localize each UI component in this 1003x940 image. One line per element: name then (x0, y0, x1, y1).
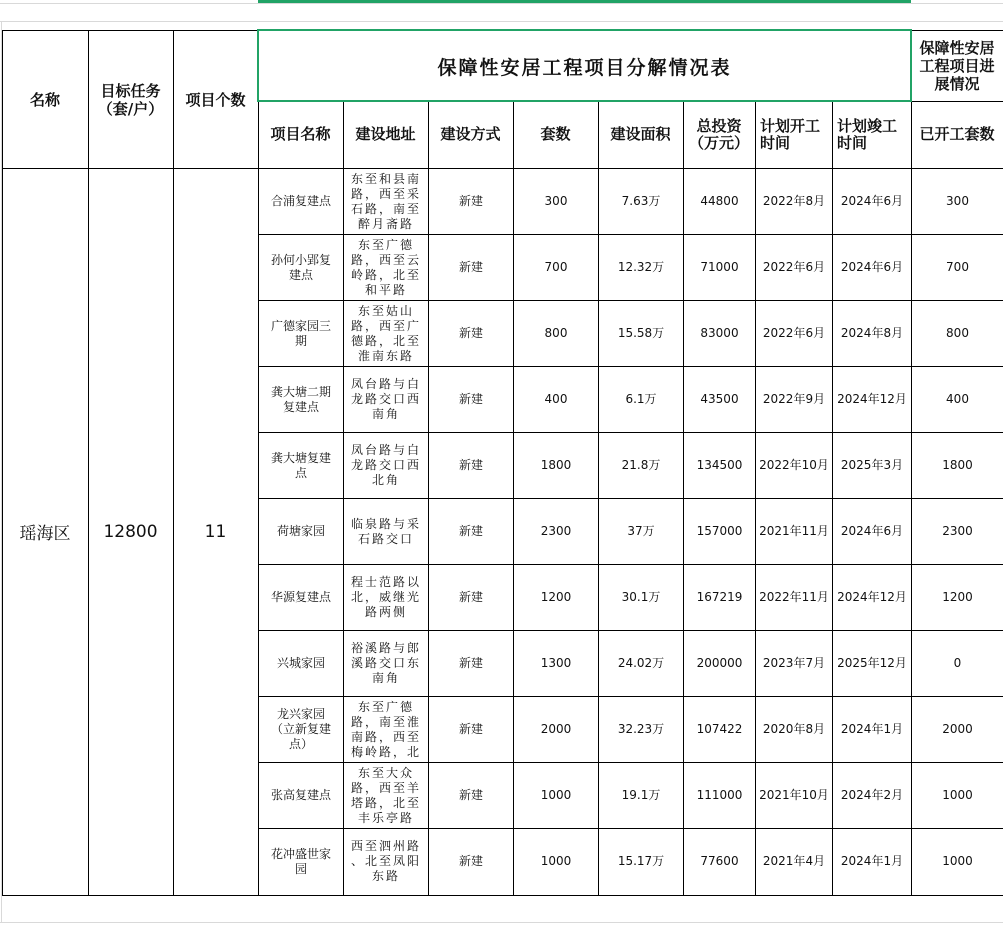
column-border (911, 30, 912, 895)
subheader-plan-end: 计划竣工 时间 (837, 116, 898, 152)
investment-cell[interactable]: 44800 (700, 194, 739, 208)
selection-border (257, 29, 912, 31)
investment-cell[interactable]: 43500 (700, 392, 739, 406)
address-cell[interactable]: 凤台路与白 龙路交口西 北角 (350, 443, 421, 487)
count-cell[interactable]: 11 (204, 521, 227, 542)
plan-end-cell[interactable]: 2024年1月 (840, 854, 904, 868)
plan-start-cell[interactable]: 2022年9月 (762, 392, 826, 406)
method-cell[interactable]: 新建 (458, 194, 483, 208)
address-cell[interactable]: 东至广德 路，南至淮 南路，西至 梅岭路，北 (350, 699, 421, 759)
units-cell[interactable]: 700 (544, 260, 568, 274)
project-name-cell[interactable]: 孙何小郢复 建点 (270, 252, 331, 282)
plan-end-cell[interactable]: 2024年6月 (840, 260, 904, 274)
units-cell[interactable]: 1300 (540, 656, 572, 670)
method-cell[interactable]: 新建 (458, 590, 483, 604)
started-cell[interactable]: 400 (946, 392, 969, 406)
started-cell[interactable]: 1000 (942, 854, 973, 868)
subheader-started: 已开工套数 (919, 125, 995, 143)
project-name-cell[interactable]: 龚大塘二期 复建点 (270, 384, 331, 414)
plan-start-cell[interactable]: 2020年8月 (762, 722, 826, 736)
project-name-cell[interactable]: 张高复建点 (270, 788, 331, 802)
project-name-cell[interactable]: 广德家园三 期 (270, 318, 331, 348)
method-cell[interactable]: 新建 (458, 722, 483, 736)
column-border (2, 30, 3, 895)
units-cell[interactable]: 2000 (540, 722, 572, 736)
bottom-gridline (0, 922, 1003, 923)
started-cell[interactable]: 800 (946, 326, 969, 340)
selection-border (257, 29, 259, 102)
subheader-area: 建设面积 (610, 125, 671, 143)
plan-start-cell[interactable]: 2022年10月 (759, 458, 829, 472)
plan-end-cell[interactable]: 2024年2月 (840, 788, 904, 802)
plan-end-cell[interactable]: 2024年6月 (840, 524, 904, 538)
subheader-method: 建设方式 (440, 125, 501, 143)
units-cell[interactable]: 300 (544, 194, 568, 208)
started-cell[interactable]: 1200 (942, 590, 973, 604)
address-cell[interactable]: 裕溪路与郎 溪路交口东 南角 (350, 641, 421, 685)
target-cell[interactable]: 12800 (103, 521, 158, 542)
row-border (258, 564, 1003, 565)
project-name-cell[interactable]: 花冲盛世家 园 (270, 846, 331, 876)
subheader-units: 套数 (540, 125, 571, 143)
plan-end-cell[interactable]: 2024年12月 (837, 392, 907, 406)
address-cell[interactable]: 东至和县南 路，西至采 石路，南至 醉月斋路 (350, 171, 421, 231)
investment-cell[interactable]: 167219 (696, 590, 743, 604)
units-cell[interactable]: 1000 (540, 854, 572, 868)
plan-start-cell[interactable]: 2022年11月 (759, 590, 829, 604)
plan-start-cell[interactable]: 2021年4月 (762, 854, 826, 868)
address-cell[interactable]: 程士范路以 北，威继光 路两侧 (350, 575, 421, 619)
method-cell[interactable]: 新建 (458, 392, 483, 406)
area-cell[interactable]: 19.1万 (621, 788, 661, 802)
row-border (258, 498, 1003, 499)
units-cell[interactable]: 1800 (540, 458, 572, 472)
header-bottom-border (2, 168, 1003, 169)
started-cell[interactable]: 1800 (942, 458, 973, 472)
header-target: 目标任务 （套/户） (97, 81, 164, 118)
row-border (258, 696, 1003, 697)
address-cell[interactable]: 东至广德 路，西至云 岭路，北至 和平路 (350, 237, 421, 297)
method-cell[interactable]: 新建 (458, 260, 483, 274)
investment-cell[interactable]: 111000 (696, 788, 743, 802)
investment-cell[interactable]: 71000 (700, 260, 739, 274)
project-name-cell[interactable]: 荷塘家园 (276, 524, 325, 538)
units-cell[interactable]: 800 (544, 326, 568, 340)
area-cell[interactable]: 32.23万 (617, 722, 665, 736)
area-cell[interactable]: 12.32万 (617, 260, 665, 274)
selected-cell-marker[interactable] (258, 0, 911, 3)
method-cell[interactable]: 新建 (458, 524, 483, 538)
plan-start-cell[interactable]: 2022年8月 (762, 194, 826, 208)
address-cell[interactable]: 凤台路与白 龙路交口西 南角 (350, 377, 421, 421)
table-bottom-border (2, 895, 1003, 896)
method-cell[interactable]: 新建 (458, 326, 483, 340)
investment-cell[interactable]: 77600 (700, 854, 739, 868)
method-cell[interactable]: 新建 (458, 788, 483, 802)
address-cell[interactable]: 临泉路与采 石路交口 (350, 516, 421, 546)
project-name-cell[interactable]: 华源复建点 (270, 590, 331, 604)
area-cell[interactable]: 37万 (627, 524, 655, 538)
row-border (258, 366, 1003, 367)
subheader-project-name: 项目名称 (270, 125, 331, 143)
row-border (258, 300, 1003, 301)
investment-cell[interactable]: 134500 (696, 458, 743, 472)
top-gridline (0, 3, 1003, 4)
plan-end-cell[interactable]: 2025年12月 (837, 656, 907, 670)
project-name-cell[interactable]: 合浦复建点 (270, 194, 331, 208)
row-border (258, 828, 1003, 829)
method-cell[interactable]: 新建 (458, 656, 483, 670)
investment-cell[interactable]: 157000 (696, 524, 743, 538)
header-project-count: 项目个数 (185, 90, 246, 109)
selection-border (910, 29, 912, 102)
project-name-cell[interactable]: 龙兴家园 （立新复建 点） (270, 707, 331, 751)
investment-cell[interactable]: 107422 (696, 722, 743, 736)
started-cell[interactable]: 700 (946, 260, 969, 274)
table-title[interactable]: 保障性安居工程项目分解情况表 (437, 56, 732, 79)
row-border (258, 432, 1003, 433)
subheader-address: 建设地址 (355, 125, 416, 143)
units-cell[interactable]: 400 (544, 392, 568, 406)
units-cell[interactable]: 1000 (540, 788, 572, 802)
project-name-cell[interactable]: 兴城家园 (276, 656, 325, 670)
plan-end-cell[interactable]: 2024年1月 (840, 722, 904, 736)
plan-end-cell[interactable]: 2024年8月 (840, 326, 904, 340)
investment-cell[interactable]: 200000 (696, 656, 743, 670)
project-name-cell[interactable]: 龚大塘复建 点 (270, 450, 331, 480)
header-progress: 保障性安居 工程项目进 展情况 (919, 39, 995, 93)
area-cell[interactable]: 24.02万 (617, 656, 665, 670)
selection-border (257, 100, 912, 102)
area-cell[interactable]: 21.8万 (621, 458, 661, 472)
plan-start-cell[interactable]: 2022年6月 (762, 326, 826, 340)
started-cell[interactable]: 1000 (942, 788, 973, 802)
investment-cell[interactable]: 83000 (700, 326, 739, 340)
started-cell[interactable]: 300 (946, 194, 969, 208)
area-cell[interactable]: 6.1万 (625, 392, 657, 406)
plan-end-cell[interactable]: 2025年3月 (840, 458, 904, 472)
started-cell[interactable]: 2000 (942, 722, 973, 736)
started-cell[interactable]: 2300 (942, 524, 973, 538)
header-name: 名称 (29, 90, 60, 109)
row-border (258, 762, 1003, 763)
row-border (258, 630, 1003, 631)
column-border (88, 30, 89, 895)
area-cell[interactable]: 30.1万 (621, 590, 661, 604)
address-cell[interactable]: 东至大众 路，西至羊 塔路，北至 丰乐亭路 (350, 765, 421, 825)
started-cell[interactable]: 0 (953, 656, 962, 670)
plan-end-cell[interactable]: 2024年6月 (840, 194, 904, 208)
area-cell[interactable]: 7.63万 (621, 194, 661, 208)
top-gridline (0, 21, 1003, 22)
plan-start-cell[interactable]: 2021年11月 (759, 524, 829, 538)
area-cell[interactable]: 15.58万 (617, 326, 665, 340)
plan-end-cell[interactable]: 2024年12月 (837, 590, 907, 604)
column-border (173, 30, 174, 895)
address-cell[interactable]: 东至姑山 路，西至广 德路，北至 淮南东路 (350, 303, 421, 363)
column-border (258, 30, 259, 895)
district-cell[interactable]: 瑶海区 (19, 524, 71, 544)
method-cell[interactable]: 新建 (458, 854, 483, 868)
area-cell[interactable]: 15.17万 (617, 854, 665, 868)
subheader-investment: 总投资 （万元） (688, 116, 749, 152)
row-border (258, 234, 1003, 235)
plan-start-cell[interactable]: 2022年6月 (762, 260, 826, 274)
units-cell[interactable]: 1200 (540, 590, 572, 604)
plan-start-cell[interactable]: 2023年7月 (762, 656, 826, 670)
method-cell[interactable]: 新建 (458, 458, 483, 472)
subheader-plan-start: 计划开工 时间 (760, 116, 821, 152)
plan-start-cell[interactable]: 2021年10月 (759, 788, 829, 802)
units-cell[interactable]: 2300 (540, 524, 572, 538)
address-cell[interactable]: 西至泗州路 、北至凤阳 东路 (350, 839, 421, 883)
